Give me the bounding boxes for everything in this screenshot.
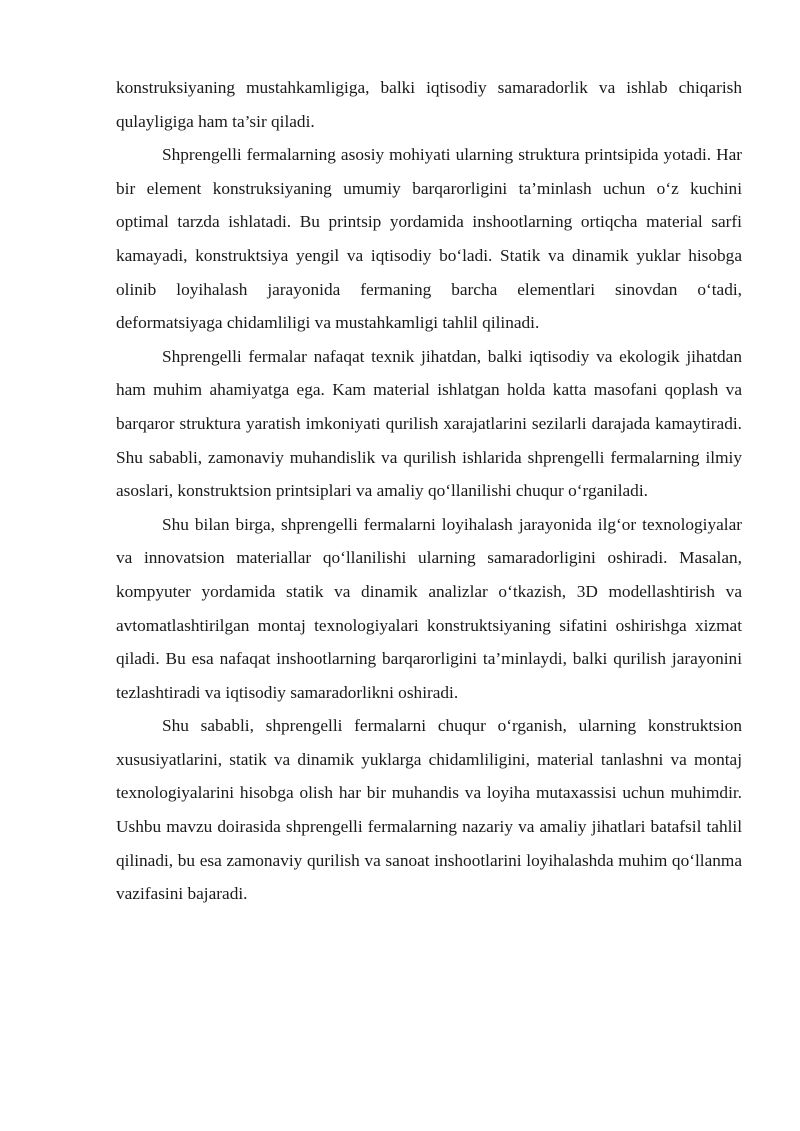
paragraph-economic-importance: Shprengelli fermalar nafaqat texnik jihatdan, balki iqtisodiy va ekologik jihatdan ham muhim ahamiyatga ega. Kam material ishlatgan holda katta masofani qoplash va barqaror struktura yaratish imkoniyati qurilish xarajatlarini sezilarli darajada kamaytiradi. Shu sababli, zamonaviy muhandislik va qurilish ishlarida shprengelli fermalarning ilmiy asoslari, konstruktsion printsiplari va amaliy qo‘llanilishi chuqur o‘rganiladi. bbox=[116, 346, 742, 501]
paragraph-conclusion: Shu sababli, shprengelli fermalarni chuqur o‘rganish, ularning konstruktsion xususiyatlarini, statik va dinamik yuklarga chidamliligini, material tanlashni va montaj texnologiyalarini hisobga olish har bir muhandis va loyiha mutaxassisi uchun muhimdir. Ushbu mavzu doirasida shprengelli fermalarning nazariy va amaliy jihatlari batafsil tahlil qilinadi, bu esa zamonaviy qurilish va sanoat inshootlarini loyihalashda muhim qo‘llanma vazifasini bajaradi. bbox=[116, 716, 742, 904]
paragraph-structure-principle: Shprengelli fermalarning asosiy mohiyati ularning struktura printsipida yotadi. Har bir element konstruksiyaning umumiy barqarorligini ta’minlash uchun o‘z kuchini optimal tarzda ishlatadi. Bu printsip yordamida inshootlarning ortiqcha material sarfi kamayadi, konstruktsiya yengil va iqtisodiy bo‘ladi. Statik va dinamik yuklar hisobga olinib loyihalash jarayonida fermaning barcha elementlari sinovdan o‘tadi, deformatsiyaga chidamliligi va mustahkamligi tahlil qilinadi. bbox=[116, 145, 742, 333]
document-page bbox=[116, 71, 742, 911]
paragraph-technologies: Shu bilan birga, shprengelli fermalarni loyihalash jarayonida ilg‘or texnologiyalar va innovatsion materiallar qo‘llanilishi ularning samaradorligini oshiradi. Masalan, kompyuter yordamida statik va dinamik analizlar o‘tkazish, 3D modellashtirish va avtomatlashtirilgan montaj texnologiyalari konstruktsiyaning sifatini oshirishga xizmat qiladi. Bu esa nafaqat inshootlarning barqarorligini ta’minlaydi, balki qurilish jarayonini tezlashtiradi va iqtisodiy samaradorlikni oshiradi. bbox=[116, 514, 742, 702]
paragraph-continuation: konstruksiyaning mustahkamligiga, balki iqtisodiy samaradorlik va ishlab chiqarish qulayligiga ham ta’sir qiladi. bbox=[116, 78, 742, 131]
